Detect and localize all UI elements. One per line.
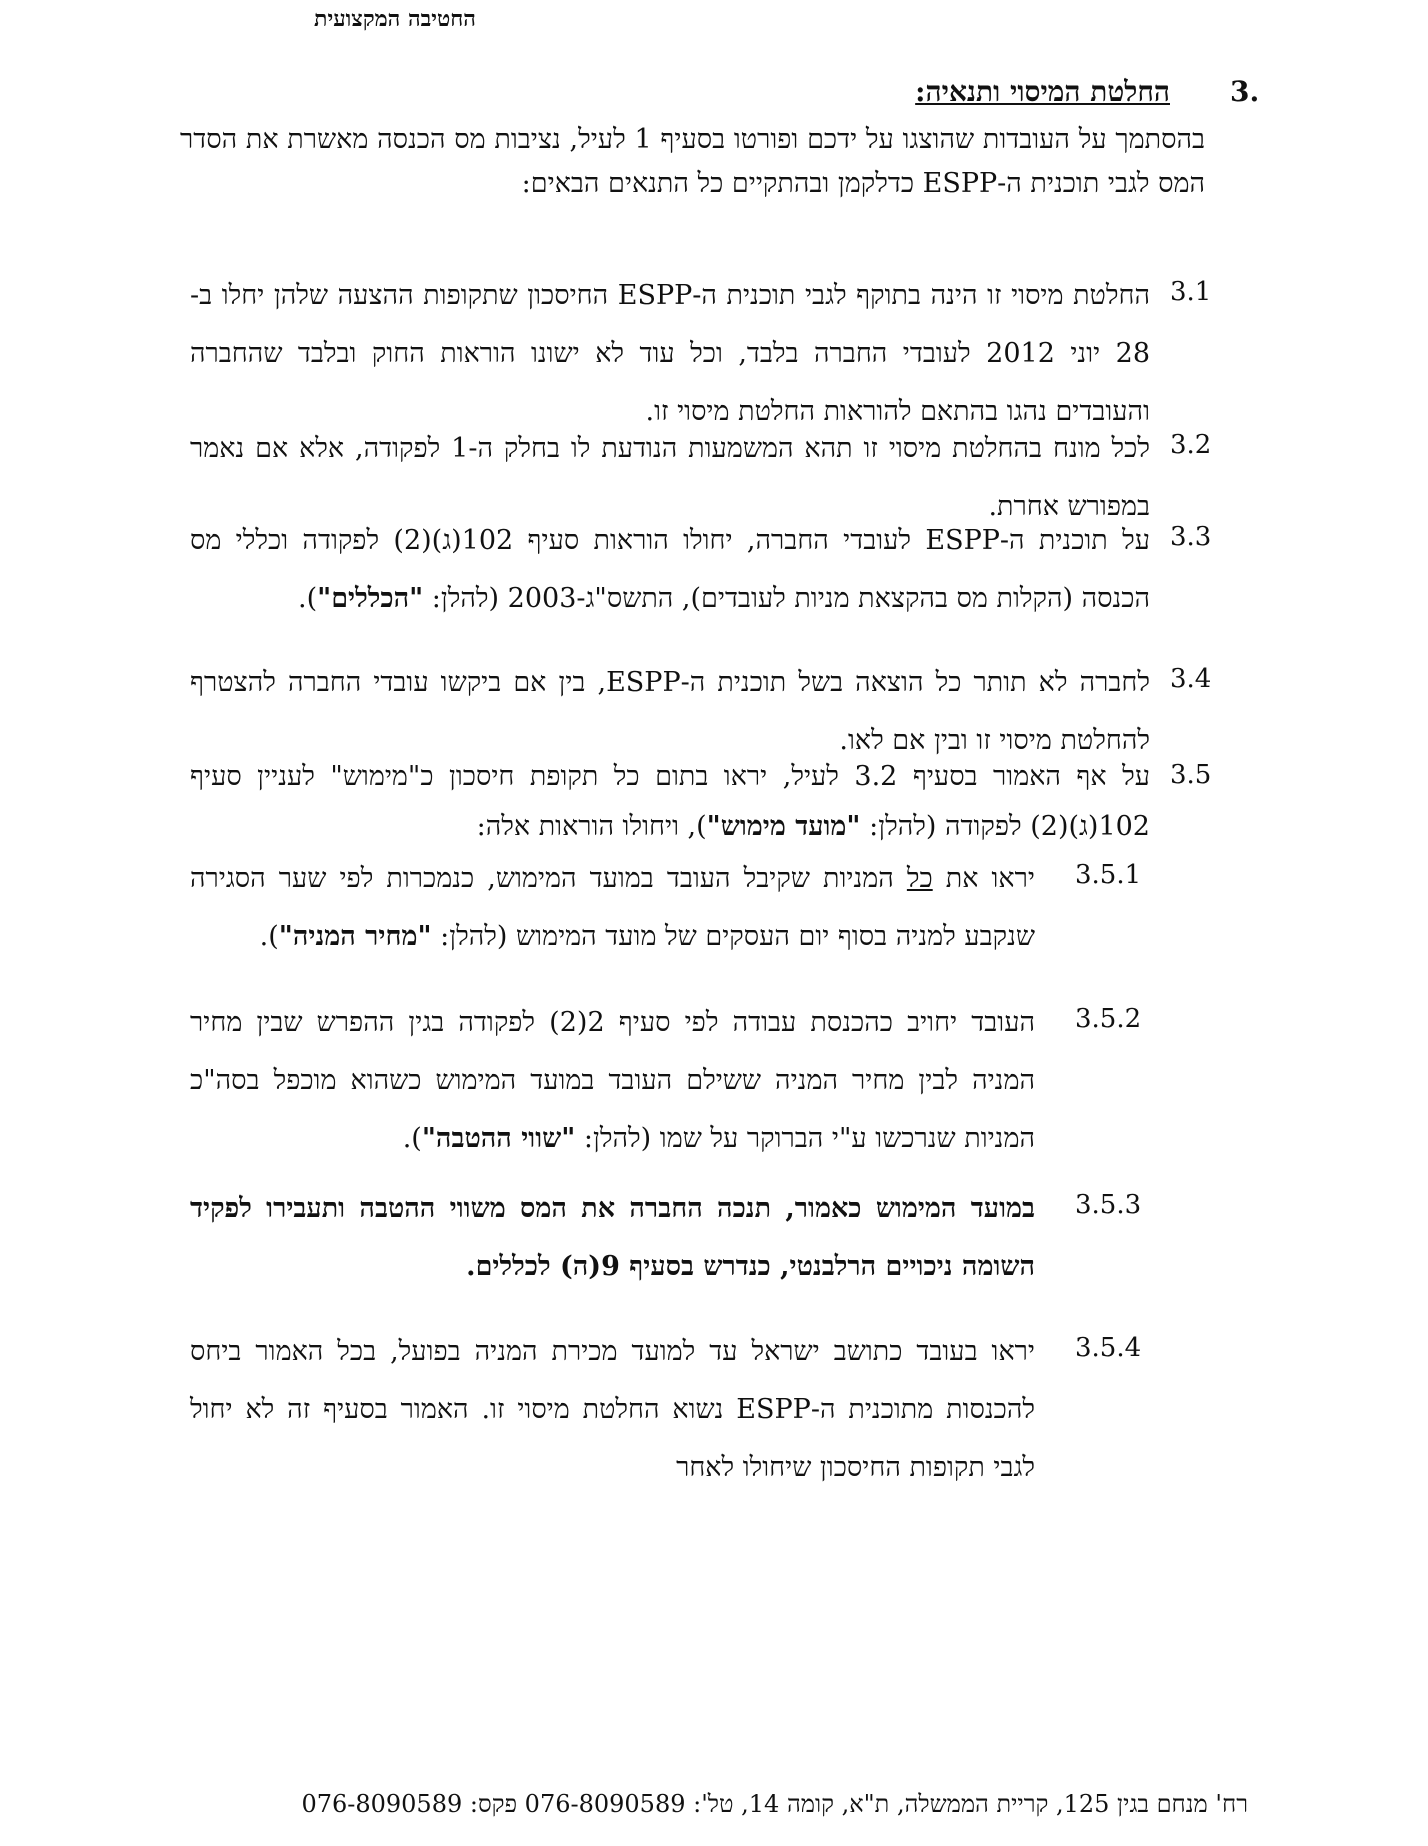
section-title: החלטת המיסוי ותנאיה: xyxy=(915,75,1170,108)
clause-3-5-1-text: המניות שקיבל העובד במועד המימוש, כנמכרות לפי שער הסגירה שנקבע למניה בסוף יום העסקים של מועד המימוש (להלן: xyxy=(190,863,1035,952)
clause-tail: ), ויחולו הוראות אלה: xyxy=(476,811,707,842)
clause-3-5-3-text: במועד המימוש כאמור, תנכה החברה את המס משווי ההטבה ותעבירו לפקיד השומה ניכויים הרלבנטי, כנדרש בסעיף 9(ה) לכללים. xyxy=(190,1193,1035,1282)
clause-number: 3.5.3 xyxy=(1075,1190,1142,1220)
clause-3-2-text: לכל מונח בהחלטת מיסוי זו תהא המשמעות הנודעת לו בחלק ה-1 לפקודה, אלא אם נאמר במפורש אחרת. xyxy=(190,433,1150,522)
section-intro: בהסתמך על העובדות שהוצגו על ידכם ופורטו בסעיף 1 לעיל, נציבות מס הכנסה מאשרת את הסדר המס לגבי תוכנית ה-ESPP כדלקמן ובהתקיים כל התנאים הבאים: xyxy=(180,124,1205,199)
section-number: 3. xyxy=(1230,75,1260,108)
clause-3-5-text: על אף האמור בסעיף 3.2 לעיל, יראו בתום כל תקופת חיסכון כ"מימוש" לעניין סעיף 102(ג)(2) לפקודה (להלן: xyxy=(190,761,1150,842)
department-header: החטיבה המקצועית xyxy=(314,6,476,32)
clause-3-3-text: על תוכנית ה-ESPP לעובדי החברה, יחולו הוראות סעיף 102(ג)(2) לפקודה וכללי מס הכנסה (הקלות מס בהקצאת מניות לעובדים), התשס"ג-2003 (להלן: xyxy=(190,525,1150,614)
clause-number: 3.5.1 xyxy=(1075,860,1142,890)
clause-3-4-text: לחברה לא תותר כל הוצאה בשל תוכנית ה-ESPP, בין אם ביקשו עובדי החברה להצטרף להחלטת מיסוי זו ובין אם לאו. xyxy=(190,667,1150,756)
defined-term: "מועד מימוש" xyxy=(706,811,861,842)
clause-number: 3.2 xyxy=(1170,430,1212,460)
emphasis-underline: כל xyxy=(906,863,933,894)
clause-3-5-1 xyxy=(190,850,1035,966)
defined-term: "הכללים" xyxy=(317,583,424,614)
clause-3-1-text: החלטת מיסוי זו הינה בתוקף לגבי תוכנית ה-ESPP החיסכון שתקופות ההצעה שלהן יחלו ב- 28 יוני 2012 לעובדי החברה בלבד, וכל עוד לא ישונו הוראות החוק ובלבד שהחברה והעובדים נהגו בהתאם להוראות החלטת מיסוי זו. xyxy=(190,280,1151,427)
clause-tail: ). xyxy=(298,583,318,614)
clause-number: 3.5.2 xyxy=(1075,1004,1142,1034)
clause-3-5-2 xyxy=(190,994,1035,1168)
clause-3-5-2-text: העובד יחויב כהכנסת עבודה לפי סעיף 2(2) לפקודה בגין ההפרש שבין מחיר המניה לבין מחיר המניה ששילם העובד במועד המימוש כשהוא מוכפל בסה"כ המניות שנרכשו ע"י הברוקר על שמו (להלן: xyxy=(190,1007,1035,1154)
clause-3-3 xyxy=(190,512,1150,628)
defined-term: "מחיר המניה" xyxy=(278,921,432,952)
clause-number: 3.3 xyxy=(1170,522,1212,552)
clause-number: 3.5.4 xyxy=(1075,1333,1142,1363)
clause-tail: ). xyxy=(259,921,279,952)
clause-3-5-4-text: יראו בעובד כתושב ישראל עד למועד מכירת המניה בפועל, בכל האמור ביחס להכנסות מתוכנית ה-ESPP נשוא החלטת מיסוי זו. האמור בסעיף זה לא יחול לגבי תקופות החיסכון שיחולו לאחר xyxy=(190,1336,1036,1483)
clause-tail: ). xyxy=(402,1123,422,1154)
clause-number: 3.5 xyxy=(1170,760,1212,790)
clause-3-5 xyxy=(190,752,1150,852)
defined-term: "שווי ההטבה" xyxy=(421,1123,576,1154)
clause-number: 3.1 xyxy=(1170,277,1212,307)
clause-pre: יראו את xyxy=(945,863,1035,894)
footer-contact: רח' מנחם בגין 125, קריית הממשלה, ת"א, קומה 14, טל': 076-8090589 פקס: 076-8090589 xyxy=(301,1790,1248,1818)
clause-number: 3.4 xyxy=(1170,664,1212,694)
